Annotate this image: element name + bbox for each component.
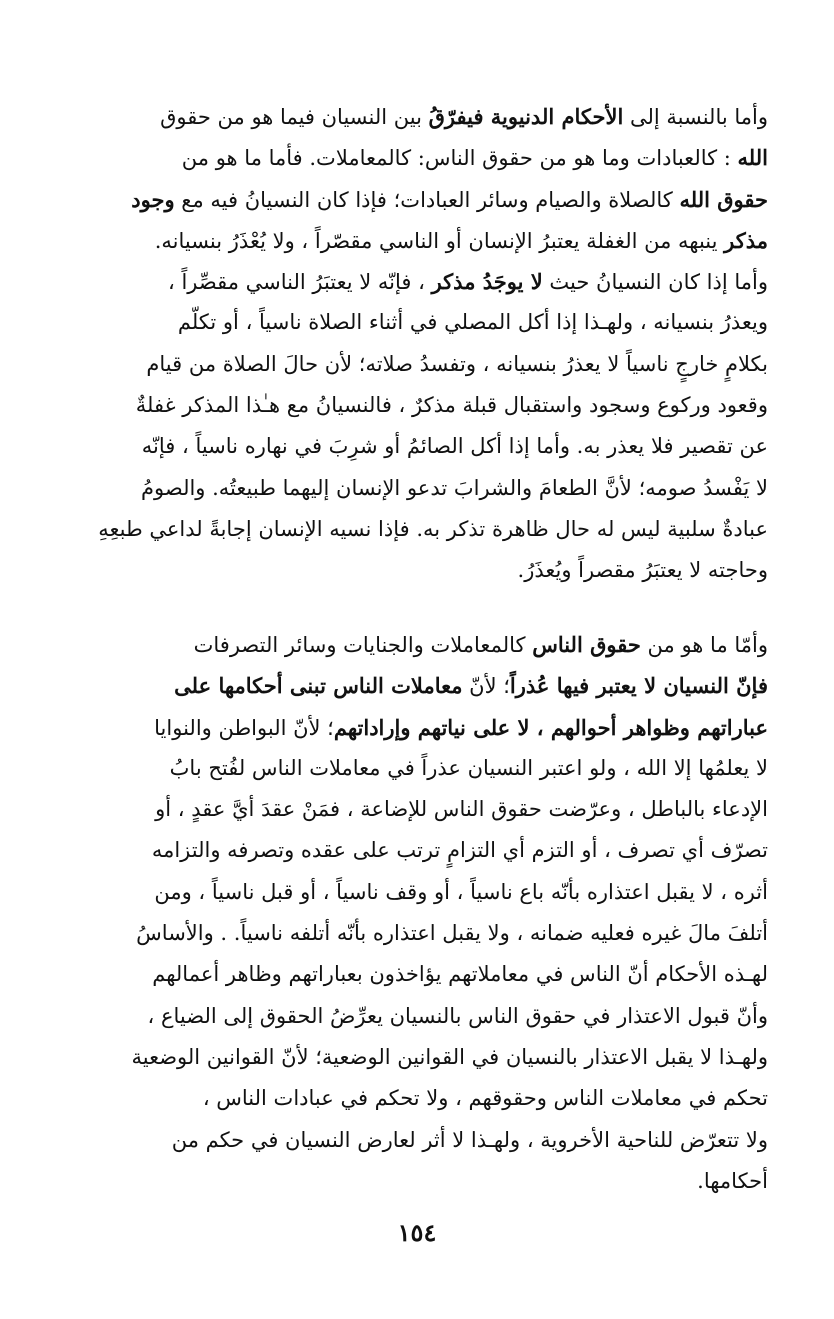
text-run: : كالعبادات وما هو من حقوق الناس: كالمعاملات. فأما ما هو من	[181, 146, 738, 171]
text-line	[68, 385, 768, 426]
text-line	[68, 96, 768, 137]
bold-text-run: لا يوجَدُ مذكر	[431, 269, 543, 295]
text-run: عبادةٌ سلبية ليس له حال ظاهرة تذكر به. فإذا نسيه الإنسان إجابةً لداعي طبعِهِ	[98, 516, 768, 541]
text-run: ؛ لأنّ	[462, 674, 510, 699]
bold-text-run: فإنّ النسيان لا يعتبر فيها عُذراً	[509, 673, 768, 699]
bold-text-run: الله	[737, 145, 768, 171]
text-run: وأما إذا كان النسيانُ حيث	[542, 270, 768, 295]
text-line	[68, 1161, 768, 1202]
text-run: أحكامها.	[697, 1168, 768, 1193]
page-number: ١٥٤	[397, 1218, 437, 1247]
text-line	[68, 344, 768, 385]
bold-text-run: عباراتهم وظواهر أحوالهم ، لا على نياتهم وإراداتهم	[333, 714, 768, 740]
text-line	[68, 220, 768, 261]
text-run: تحكم في معاملات الناس وحقوقهم ، ولا تحكم في عبادات الناس ،	[202, 1086, 768, 1111]
bold-text-run: حقوق الله	[679, 186, 768, 212]
text-line	[68, 748, 768, 789]
text-line	[68, 913, 768, 954]
text-line	[68, 872, 768, 913]
bold-text-run: معاملات الناس تبنى أحكامها على	[174, 673, 463, 699]
text-line	[68, 1120, 768, 1161]
text-run: لا يَفْسدُ صومه؛ لأنَّ الطعامَ والشرابَ تدعو الإنسان إليهما طبيعتُه. والصومُ	[141, 475, 768, 500]
text-run: عن تقصير فلا يعذر به. وأما إذا أكل الصائمُ أو شرِبَ في نهاره ناسياً ، فإنّه	[141, 434, 768, 459]
text-run: كالصلاة والصيام وسائر العبادات؛ فإذا كان النسيانُ فيه مع	[174, 187, 680, 212]
text-run: أثره ، لا يقبل اعتذاره بأنّه باع ناسياً ، أو وقف ناسياً ، أو قبل ناسياً ، ومن	[154, 879, 768, 904]
text-line	[68, 665, 768, 706]
text-line	[68, 830, 768, 871]
paragraph-2	[68, 624, 768, 1202]
text-line	[68, 624, 768, 665]
text-line	[68, 426, 768, 467]
text-run: ، فإنّه لا يعتبَرُ الناسي مقصِّراً ،	[167, 270, 432, 295]
text-run: كالمعاملات والجنايات وسائر التصرفات	[193, 633, 533, 657]
text-line	[68, 509, 768, 550]
text-run: وأنّ قبول الاعتذار في حقوق الناس بالنسيان يعرِّضُ الحقوق إلى الضياع ،	[147, 1003, 768, 1028]
text-run: وحاجته لا يعتبَرُ مقصراً ويُعذَرُ.	[517, 558, 768, 583]
text-run: وقعود وركوع وسجود واستقبال قبلة مذكرٌ ، فالنسيانُ مع هـٰذا المذكر غفلةٌ	[135, 393, 768, 418]
text-line	[68, 261, 768, 302]
bold-text-run: الأحكام الدنيوية فيفرّقُ	[428, 104, 624, 129]
bold-text-run: وجود	[131, 186, 175, 212]
bold-text-run: مذكر	[724, 227, 768, 253]
text-run: ولهـذا لا يقبل الاعتذار بالنسيان في القوانين الوضعية؛ لأنّ القوانين الوضعية	[131, 1044, 768, 1069]
text-run: أتلفَ مالَ غيره فعليه ضمانه ، ولا يقبل اعتذاره بأنّه أتلفه ناسياً. . والأساسُ	[136, 921, 768, 946]
text-line	[68, 954, 768, 995]
text-line	[68, 179, 768, 220]
text-line	[68, 707, 768, 748]
text-line	[68, 1078, 768, 1119]
text-run: الإدعاء بالباطل ، وعرّضت حقوق الناس للإضاعة ، فمَنْ عقدَ أيَّ عقدٍ ، أو	[155, 797, 768, 822]
text-run: ولا تتعرّض للناحية الأخروية ، ولهـذا لا أثر لعارض النسيان في حكم من	[171, 1127, 768, 1152]
text-run: وأما بالنسبة إلى	[623, 105, 768, 129]
text-run: بكلامٍ خارجٍ ناسياً لا يعذرُ بنسيانه ، وتفسدُ صلاته؛ لأن حالَ الصلاة من قيام	[146, 351, 768, 376]
text-run: ويعذرُ بنسيانه ، ولهـذا إذا أكل المصلي في أثناء الصلاة ناسياً ، أو تكلّم	[177, 310, 768, 335]
text-line	[68, 468, 768, 509]
text-run: ؛ لأنّ البواطن والنوايا	[154, 715, 334, 740]
text-line	[68, 996, 768, 1037]
text-line	[68, 550, 768, 591]
paragraph-1	[68, 96, 768, 592]
text-line	[68, 1037, 768, 1078]
text-run: تصرّف أي تصرف ، أو التزم أي التزامٍ ترتب على عقده وتصرفه والتزامه	[151, 838, 768, 863]
text-line	[68, 789, 768, 830]
text-line	[68, 302, 768, 343]
text-run: بين النسيان فيما هو من حقوق	[160, 105, 429, 129]
text-run: ينبهه من الغفلة يعتبرُ الإنسان أو الناسي مقصّراً ، ولا يُعْذَرُ بنسيانه.	[154, 228, 725, 253]
text-line	[68, 137, 768, 178]
text-run: لا يعلمُها إلا الله ، ولو اعتبر النسيان عذراً في معاملات الناس لفُتح بابُ	[169, 755, 768, 780]
bold-text-run: حقوق الناس	[532, 632, 641, 657]
text-run: وأمّا ما هو من	[640, 633, 768, 657]
text-run: لهـذه الأحكام أنّ الناس في معاملاتهم يؤاخذون بعباراتهم وظاهر أعمالهم	[152, 962, 768, 987]
